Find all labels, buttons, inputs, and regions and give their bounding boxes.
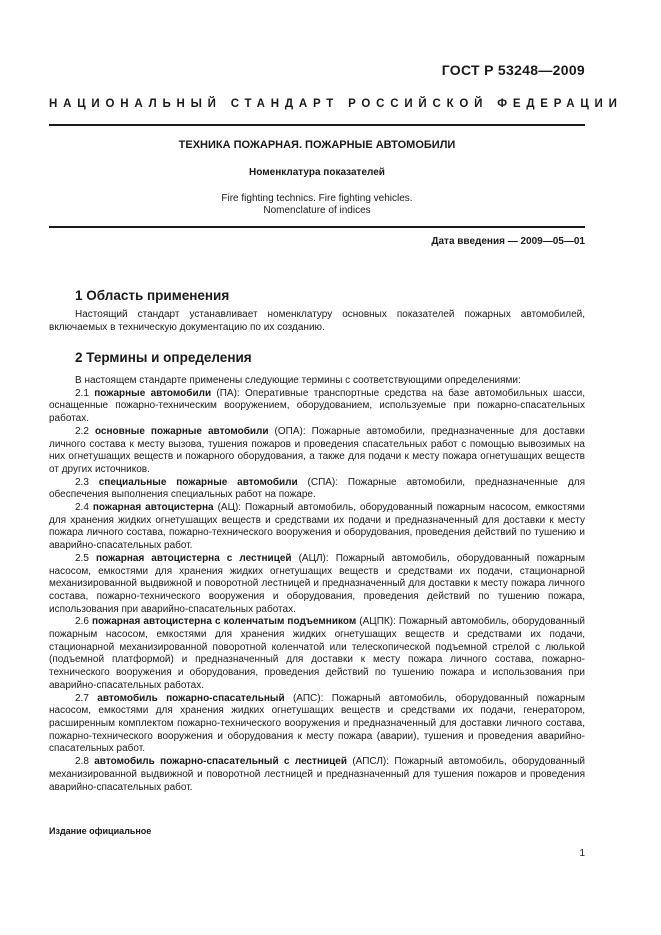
term-definition xyxy=(49,477,585,502)
term-text: (АПС): Пожарный автомобиль, оборудованный пожарным насосом, емкостями для хранения жидких огнетушащих веществ и средствами их подачи, генератором, расширенным комплектом пожарно-технического вооружения и предназначенный для доставки личного состава, пожарно-технического вооружения и оборудования к месту пожара (аварии), тушения и проведения аварийно-спасательных работ. xyxy=(49,692,585,755)
term-name: автомобиль пожарно-спасательный с лестницей xyxy=(94,756,347,768)
term-definition xyxy=(49,553,585,617)
term-number: 2.5 xyxy=(75,552,96,564)
term-number: 2.3 xyxy=(75,476,99,488)
term-definition xyxy=(49,502,585,553)
term-text: (ОПА): Пожарные автомобили, предназначенные для доставки личного состава к месту вызова, тушения пожаров и проведения спасательных работ с помощью вывозимых на них огнетушащих веществ и пожарного оборудования, а также для подачи к месту пожара огнетушащих веществ от других источников. xyxy=(49,425,585,475)
term-definition xyxy=(49,426,585,477)
term-name: пожарная автоцистерна xyxy=(92,502,214,514)
national-standard-banner: НАЦИОНАЛЬНЫЙ СТАНДАРТ РОССИЙСКОЙ ФЕДЕРАЦИИ xyxy=(49,98,623,110)
document-subtitle: Номенклатура показателей xyxy=(249,167,385,178)
term-text: (АЦЛ): Пожарный автомобиль, оборудованный пожарным насосом, емкостями для хранения жидких огнетушащих веществ и средствами их подачи, стационарной механизированной выдвижной и поворотной лестницей и предназначенный для доставки к месту пожара личного состава, пожарно-технического вооружения и оборудования, проведения действий по тушению пожара, использования при аварийно-спасательных работах. xyxy=(49,552,585,615)
term-number: 2.1 xyxy=(75,387,95,399)
title-divider xyxy=(49,226,585,228)
term-name: специальные пожарные автомобили xyxy=(98,476,298,488)
section1-text: Настоящий стандарт устанавливает номенклатуру основных показателей пожарных автомобилей, включаемых в техническую документацию по их созданию. xyxy=(49,309,585,333)
term-name: основные пожарные автомобили xyxy=(94,425,269,437)
term-number: 2.7 xyxy=(75,692,98,704)
english-title-line1: Fire fighting technics. Fire fighting vehicles. xyxy=(221,193,413,204)
term-definition xyxy=(49,388,585,426)
term-name: пожарная автоцистерна с коленчатым подъемником xyxy=(91,616,357,628)
term-number: 2.8 xyxy=(75,756,95,768)
term-definition xyxy=(49,756,585,794)
term-definition xyxy=(49,616,585,692)
document-title: ТЕХНИКА ПОЖАРНАЯ. ПОЖАРНЫЕ АВТОМОБИЛИ xyxy=(178,139,456,151)
term-text: (АЦ): Пожарный автомобиль, оборудованный пожарным насосом, емкостями для хранения жидких огнетушащих веществ и средствами их подачи и предназначенный для доставки к месту пожара личного состава, пожарно-технического вооружения и оборудования, проведения действий по тушению и аварийно-спасательных работ. xyxy=(49,502,585,552)
term-number: 2.2 xyxy=(75,425,95,437)
term-definition xyxy=(49,693,585,757)
term-text: (СПА): Пожарные автомобили, предназначенные для обеспечения выполнения специальных работ на пожаре. xyxy=(49,476,585,501)
term-number: 2.4 xyxy=(75,502,93,514)
section2-heading: 2 Термины и определения xyxy=(75,350,252,365)
official-edition-note: Издание официальное xyxy=(49,826,152,836)
section2-intro: В настоящем стандарте применены следующие термины с соответствующими определениями: xyxy=(75,375,521,386)
terms-list xyxy=(49,388,585,795)
term-text: (АПСЛ): Пожарный автомобиль, оборудованный механизированной выдвижной и поворотной лестницей и предназначенный для тушения пожаров и проведения аварийно-спасательных работ. xyxy=(49,756,585,793)
document-code: ГОСТ Р 53248—2009 xyxy=(441,62,585,78)
section2-body xyxy=(49,375,585,794)
introduction-date: Дата введения — 2009—05—01 xyxy=(431,236,585,247)
top-divider xyxy=(49,124,585,126)
term-name: пожарные автомобили xyxy=(94,387,212,399)
term-text: (ПА): Оперативные транспортные средства на базе автомобильных шасси, оснащенные пожарно-техническим вооружением, оборудованием, используемые при пожарно-спасательных работах. xyxy=(49,387,585,425)
english-title-line2: Nomenclature of indices xyxy=(263,205,371,216)
page-number: 1 xyxy=(579,848,585,859)
term-name: автомобиль пожарно-спасательный xyxy=(97,692,285,704)
term-name: пожарная автоцистерна с лестницей xyxy=(95,552,292,564)
term-text: (АЦПК): Пожарный автомобиль, оборудованный пожарным насосом, емкостями для хранения жидких огнетушащих веществ и средствами их подачи, стационарной механизированной поворотной коленчатой или телескопической подъемной стрелой с люлькой (подъемной платформой) и предназначенный для доставки к месту пожара личного состава, пожарно-технического вооружения и оборудования, проведения действий по тушению пожара и использования при аварийно-спасательных работах. xyxy=(49,616,585,691)
term-number: 2.6 xyxy=(75,616,92,628)
section1-body xyxy=(49,309,585,334)
section1-heading: 1 Область применения xyxy=(75,288,230,303)
